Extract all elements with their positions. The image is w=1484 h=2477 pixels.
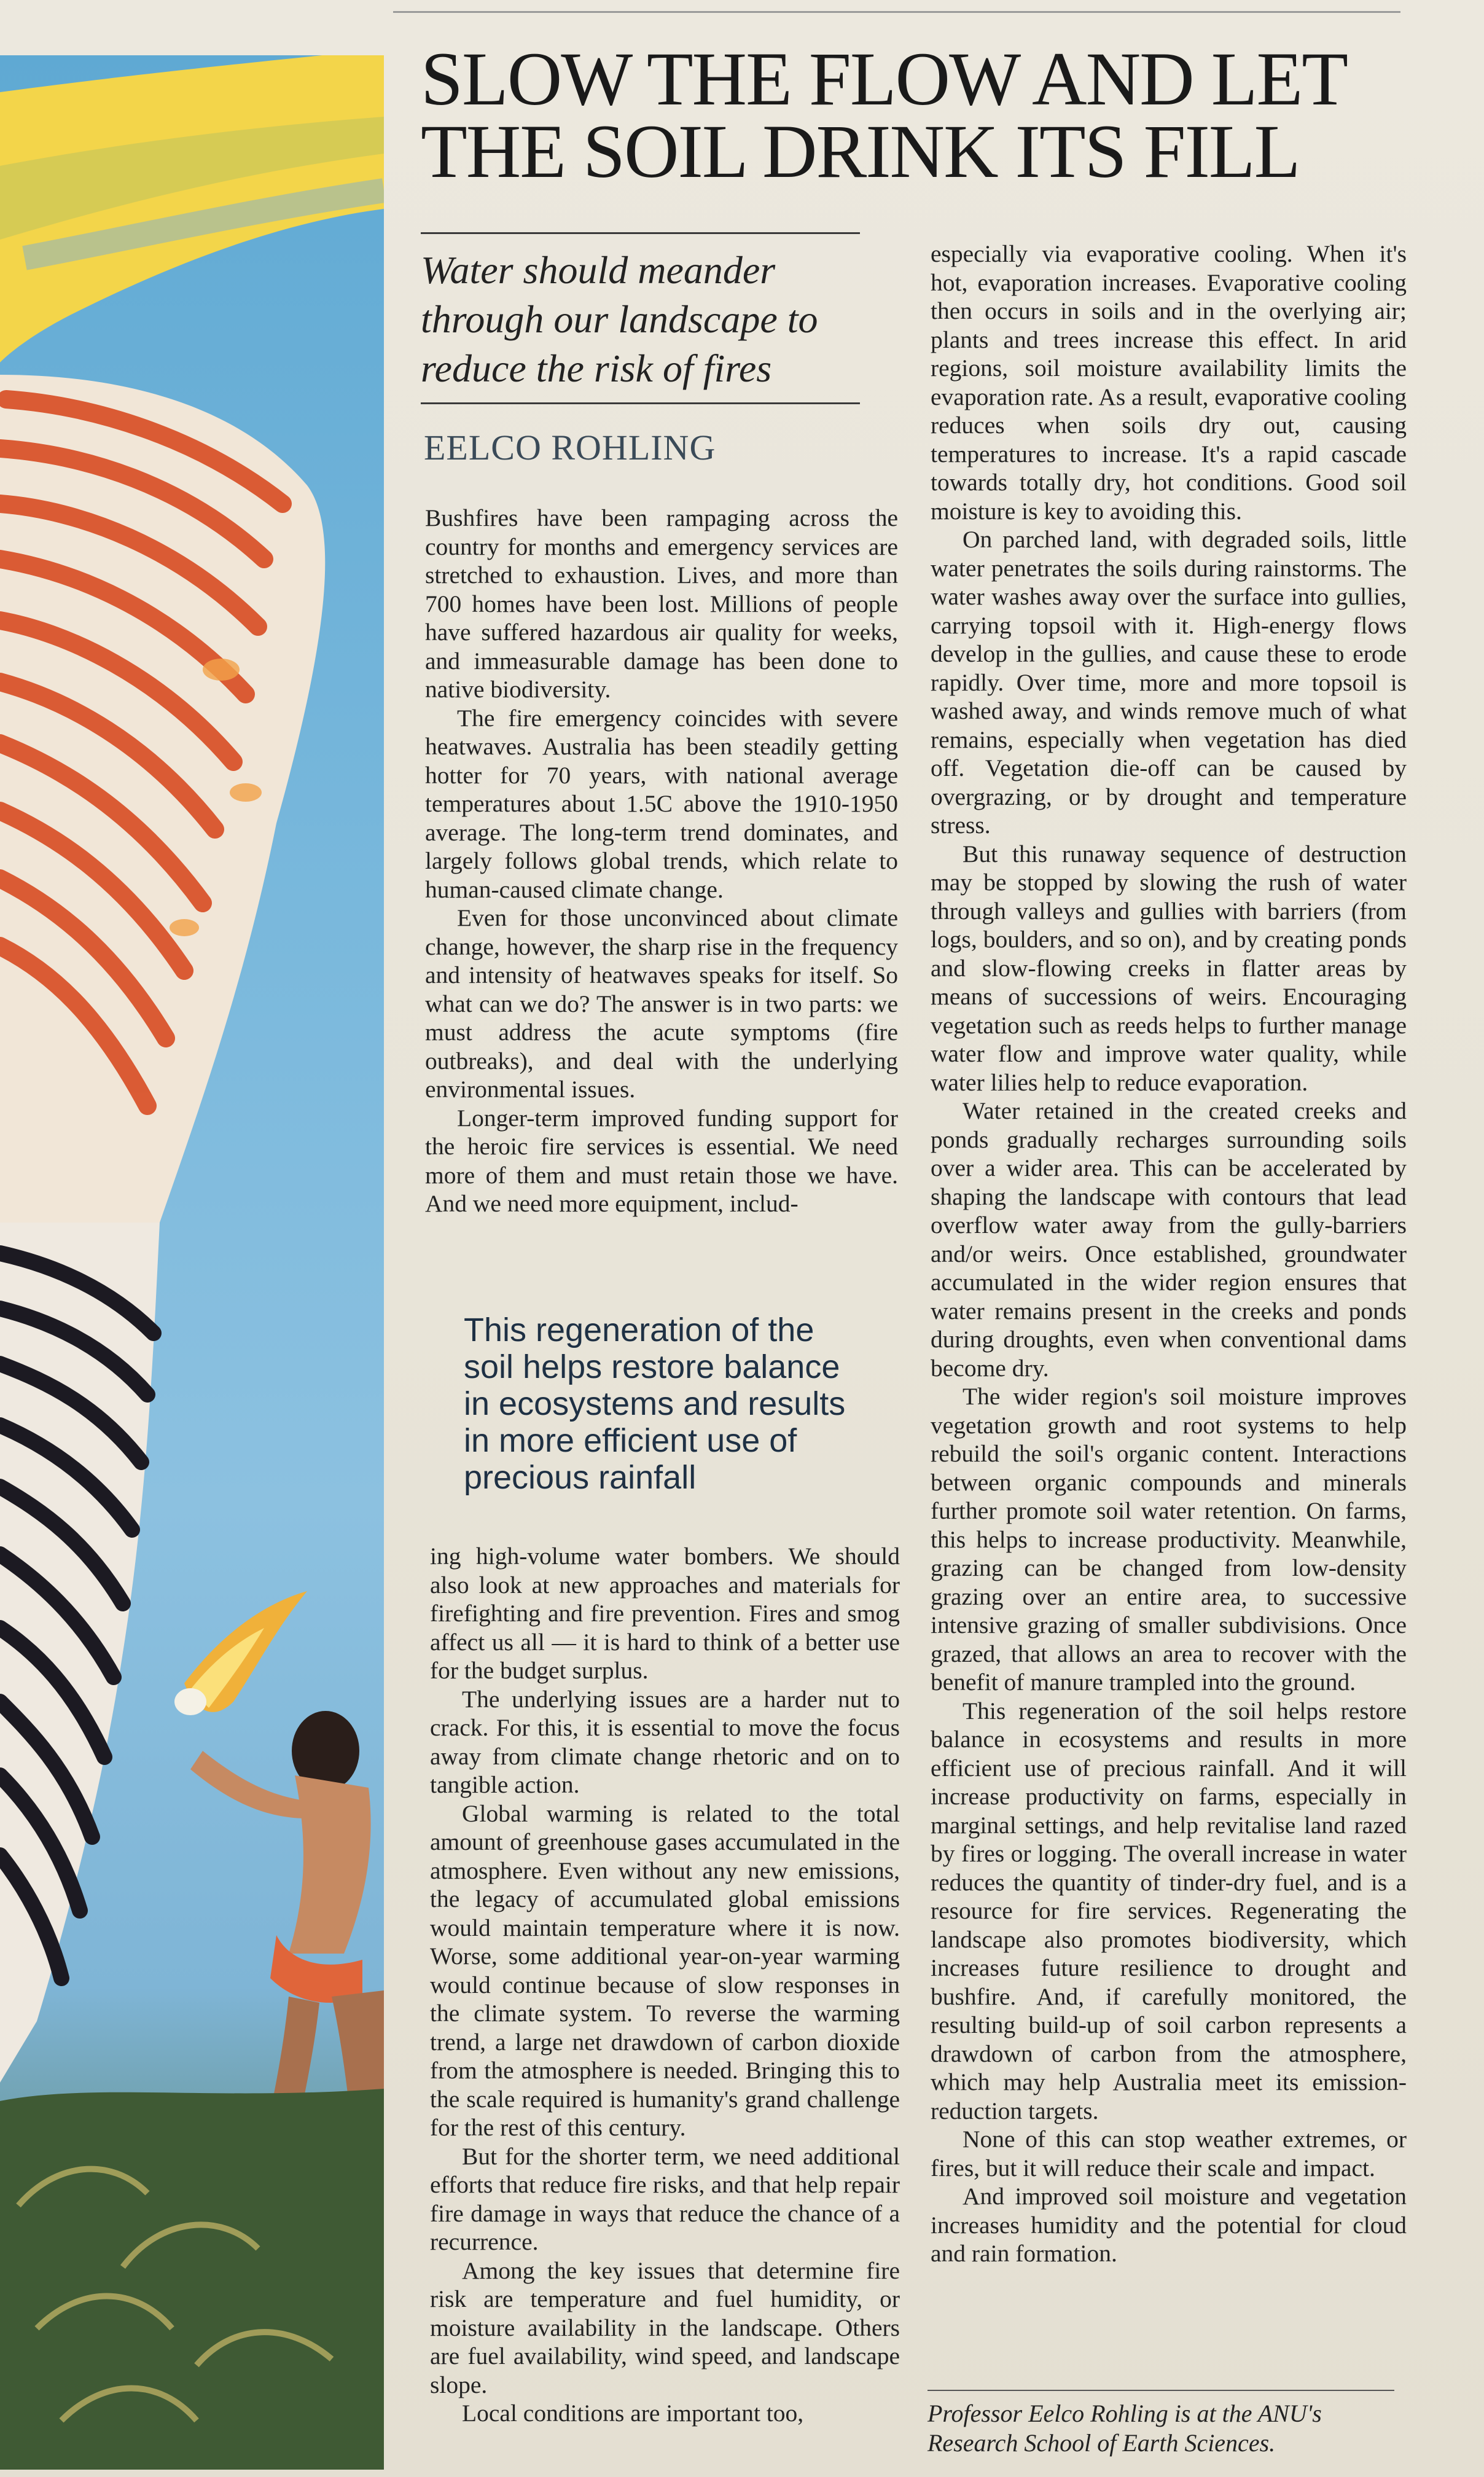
column-1-upper: [425, 504, 898, 1218]
paragraph: But for the shorter term, we need additional efforts that reduce fire risks, and that help repair fire damage in ways that reduce the chance of a recurrence.: [430, 2142, 900, 2255]
paragraph: The underlying issues are a harder nut to crack. For this, it is essential to move the focus away from climate change rhetoric and on to tangible action.: [430, 1685, 900, 1798]
paragraph: The fire emergency coincides with severe heatwaves. Australia has been steadily getting hotter for 70 years, with national average temperatures about 1.5C above the 1910-1950 average. The long-term trend dominates, and largely follows global trends, which relate to human-caused climate change.: [425, 704, 898, 903]
headline-line-2: THE SOIL DRINK ITS FILL: [421, 109, 1300, 194]
paragraph: But this runaway sequence of destruction may be stopped by slowing the rush of water through valleys and gullies with barriers (from logs, boulders, and so on), and by creating ponds and slow-flowing creeks in flatter areas by means of successions of weirs. Encouraging vegetation such as reeds helps to further manage water flow and improve water quality, while water lilies help to reduce evaporation.: [931, 840, 1407, 1096]
paragraph: This regeneration of the soil helps restore balance in ecosystems and results in more efficient use of precious rainfall. And it will increase productivity on farms, especially in marginal settings, and help revitalise land razed by fires or logging. The overall increase in water reduces the quantity of tinder-dry fuel, and is a resource for fire services. Regenerating the landscape also promotes biodiversity, which increases future resilience to drought and bushfire. And, if carefully monitored, the resulting build-up of soil carbon represents a drawdown of carbon from the atmosphere, which may help Australia meet its emission-reduction targets.: [931, 1697, 1407, 2124]
byline: EELCO ROHLING: [424, 428, 716, 468]
paragraph: Local conditions are important too,: [462, 2400, 804, 2427]
headline-line-1: SLOW THE FLOW AND LET: [421, 37, 1347, 121]
top-rule: [393, 11, 1400, 13]
paragraph: Global warming is related to the total amount of greenhouse gases accumulated in the atmosphere. Even without any new emissions, the legacy of accumulated global emissions would maintain temperature where it is now. Worse, some additional year-on-year warming would continue because of slow responses in the climate system. To reverse the warming trend, a large net drawdown of carbon dioxide from the atmosphere is needed. Bringing this to the scale required is humanity's grand challenge for the rest of this century.: [430, 1799, 900, 2141]
standfirst-bottom-rule: [421, 402, 860, 404]
paragraph: On parched land, with degraded soils, little water penetrates the soils during rainstorms. The water washes away over the surface into gullies, carrying topsoil with it. High-energy flows develop in the gullies, and cause these to erode rapidly. Over time, more and more topsoil is washed away, and winds remove much of what remains, especially when vegetation has died off. Vegetation die-off can be caused by overgrazing, or by drought and temperature stress.: [931, 526, 1407, 839]
headline: [421, 37, 1428, 194]
paragraph: The wider region's soil moisture improves vegetation growth and root systems to help rebuild the soil's organic content. Interactions between organic compounds and minerals further promote soil water retention. On farms, this helps to increase productivity. Meanwhile, grazing can be changed from low-density grazing over an entire area, to successive intensive grazing of smaller subdivisions. Once grazed, that allows an area to recover with the benefit of manure trampled into the ground.: [931, 1383, 1407, 1696]
standfirst-top-rule: [421, 232, 860, 234]
author-footnote: Professor Eelco Rohling is at the ANU's Research School of Earth Sciences.: [928, 2400, 1322, 2457]
paragraph: Water retained in the created creeks and ponds gradually recharges surrounding soils over a wider area. This can be accelerated by shaping the landscape with contours that lead overflow water away from the gully-barriers and/or weirs. Once established, groundwater accumulated in the wider region ensures that water remains present in the creeks and ponds during droughts, even when conventional dams become dry.: [931, 1097, 1407, 1382]
painting-figure-with-torch-icon: [0, 55, 384, 2470]
paragraph: Even for those unconvinced about climate change, however, the sharp rise in the frequency and intensity of heatwaves speaks for itself. So what can we do? The answer is in two parts: we must address the acute symptoms (fire outbreaks), and deal with the underlying environmental issues.: [425, 904, 898, 1103]
paragraph: Among the key issues that determine fire risk are temperature and fuel humidity, or moisture availability in the landscape. Others are fuel availability, wind speed, and landscape slope.: [430, 2256, 900, 2398]
standfirst: Water should meander through our landscape to reduce the risk of fires: [421, 248, 818, 390]
paragraph: Longer-term improved funding support for the heroic fire services is essential. We need more of them and must retain those we have. And we need more equipment, includ-: [425, 1104, 898, 1217]
column-2: [931, 240, 1407, 2268]
paragraph: And improved soil moisture and vegetation increases humidity and the potential for cloud and rain formation.: [931, 2183, 1407, 2267]
pull-quote: This regeneration of the soil helps restore balance in ecosystems and results in more efficient use of precious rainfall: [464, 1312, 846, 1496]
paragraph: ing high-volume water bombers. We should also look at new approaches and materials for firefighting and fire prevention. Fires and smog affect us all — it is hard to think of a better use for the budget surplus.: [430, 1543, 900, 1684]
paragraph: None of this can stop weather extremes, or fires, but it will reduce their scale and impact.: [931, 2126, 1407, 2182]
illustration: [0, 55, 384, 2470]
paragraph: Bushfires have been rampaging across the country for months and emergency services are stretched to exhaustion. Lives, and more than 700 homes have been lost. Millions of people have suffered hazardous air quality for weeks, and immeasurable damage has been done to native biodiversity.: [425, 504, 898, 703]
footnote-rule: [928, 2390, 1394, 2391]
column-1-lower: [430, 1542, 900, 2428]
paragraph: especially via evaporative cooling. When it's hot, evaporation increases. Evaporative cooling then occurs in soils and in the overlying air; plants and trees increase this effect. In arid regions, soil moisture availability limits the evaporation rate. As a result, evaporative cooling reduces when soils dry out, causing temperatures to increase. It's a rapid cascade towards totally dry, hot conditions. Good soil moisture is key to avoiding this.: [931, 240, 1407, 525]
